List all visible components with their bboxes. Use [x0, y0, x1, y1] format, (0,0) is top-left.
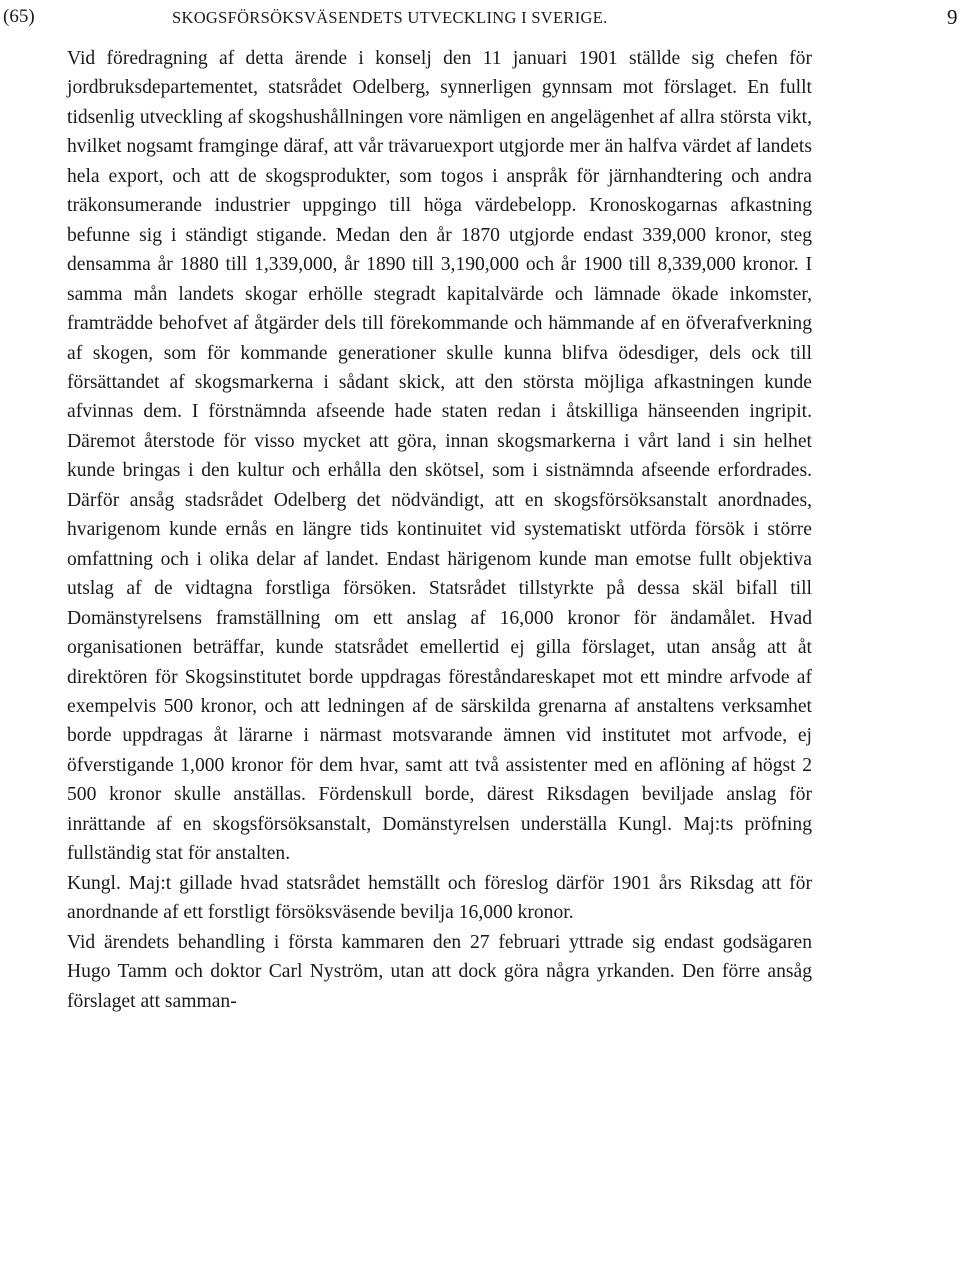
running-head — [3, 2, 958, 32]
page-reference: (65) — [3, 6, 35, 27]
paragraph-1: Vid föredragning af detta ärende i konselj den 11 januari 1901 ställde sig chefen för jordbruksdepartementet, statsrådet Odelberg, synnerligen gynnsam mot förslaget. En fullt tidsenlig utveckling af skogshushållningen vore nämligen en angelägenhet af allra största vikt, hvilket nogsamt framginge däraf, att vår trävaruexport utgjorde mer än halfva värdet af landets hela export, och att de skogsprodukter, som togos i anspråk för järnhandtering och andra träkonsumerande industrier uppgingo till höga värdebelopp. Kronoskogarnas afkastning befunne sig i ständigt stigande. Medan den år 1870 utgjorde endast 339,000 kronor, steg densamma år 1880 till 1,339,000, år 1890 till 3,190,000 och år 1900 till 8,339,000 kronor. I samma mån landets skogar erhölle stegradt kapitalvärde och lämnade ökade inkomster, framträdde behofvet af åtgärder dels till förekommande och hämmande af en öfverafverkning af skogen, som för kommande generationer skulle kunna blifva ödesdiger, dels ock till försättandet af skogsmarkerna i sådant skick, att den största möjliga afkastningen kunde afvinnas dem. I förstnämnda afseende hade staten redan i åtskilliga hänseenden ingripit. Däremot återstode för visso mycket att göra, innan skogsmarkerna i vårt land i sin helhet kunde bringas i den kultur och erhålla den skötsel, som i sistnämnda afseende erfordrades. Därför ansåg stadsrådet Odelberg det nödvändigt, att en skogsförsöksanstalt anordnades, hvarigenom kunde ernås en längre tids kontinuitet vid systematiskt utförda försök i större omfattning och i olika delar af landet. Endast härigenom kunde man emotse fullt objektiva utslag af de vidtagna forstliga försöken. Statsrådet tillstyrkte på dessa skäl bifall till Domänstyrelsens framställning om ett anslag af 16,000 kronor för ändamålet. Hvad organisationen beträffar, kunde statsrådet emellertid ej gilla förslaget, utan ansåg att åt direktören för Skogsinstitutet borde uppdragas föreståndareskapet mot ett mindre arfvode af exempelvis 500 kronor, och att ledningen af de särskilda grenarna af anstaltens verksamhet borde uppdragas åt lärarne i närmast motsvarande ämnen vid institutet mot arfvode, ej öfverstigande 1,000 kronor för dem hvar, samt att två assistenter med en aflöning af högst 2 500 kronor skulle anställas. Fördenskull borde, därest Riksdagen beviljade anslag för inrättande af en skogsförsöksanstalt, Domänstyrelsen underställa Kungl. Maj:ts pröfning fullständig stat för anstalten. — [67, 48, 812, 865]
running-title: SKOGSFÖRSÖKSVÄSENDETS UTVECKLING I SVERIGE. — [172, 8, 608, 27]
paragraph-2: Kungl. Maj:t gillade hvad statsrådet hemställt och föreslog därför 1901 års Riksdag att för anordnande af ett forstligt försöksväsende bevilja 16,000 kronor. — [67, 872, 812, 924]
paragraph-3: Vid ärendets behandling i första kammaren den 27 februari yttrade sig endast godsägaren Hugo Tamm och doktor Carl Nyström, utan att dock göra några yrkanden. Den förre ansåg förslaget att samman- — [67, 931, 812, 1012]
body-text — [67, 44, 812, 1016]
page-number: 9 — [947, 5, 958, 29]
